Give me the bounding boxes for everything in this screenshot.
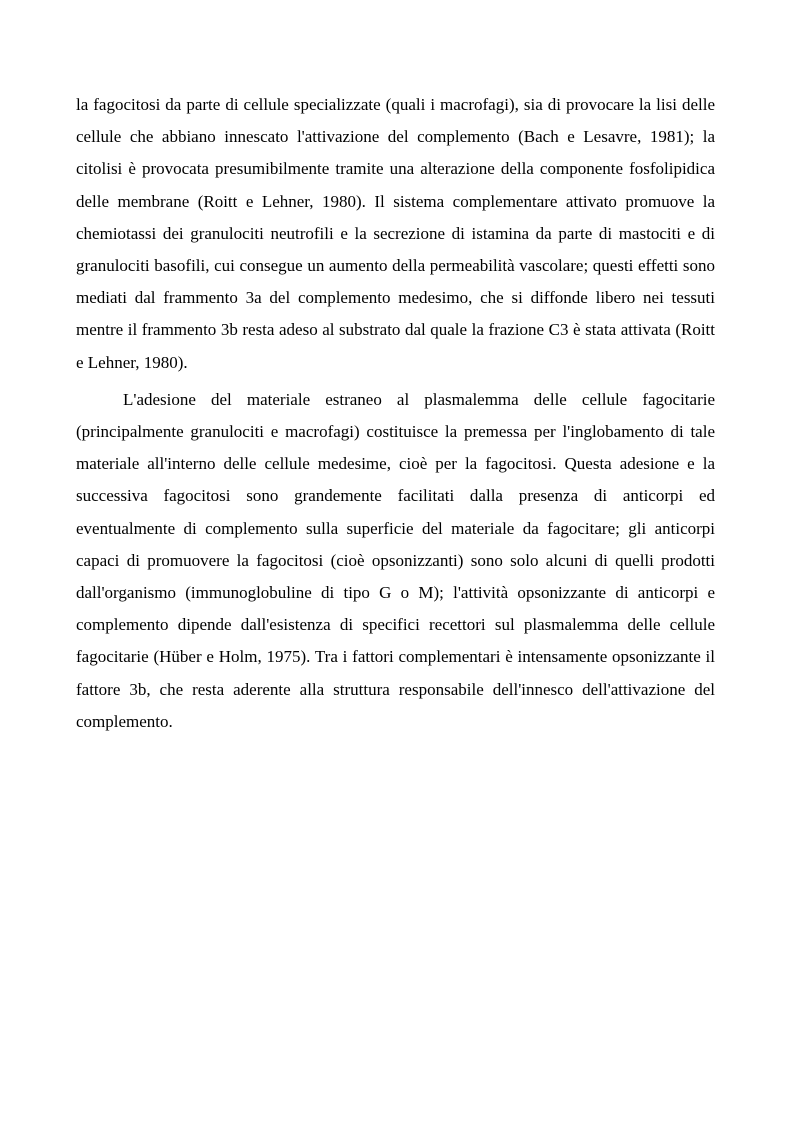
paragraph-1: la fagocitosi da parte di cellule specializzate (quali i macrofagi), sia di provocare la lisi delle cellule che abbiano innescato l'attivazione del complemento (Bach e Lesavre, 1981); la citolisi è provocata presumibilmente tramite una alterazione della componente fosfolipidica delle membrane (Roitt e Lehner, 1980). Il sistema complementare attivato promuove la chemiotassi dei granulociti neutrofili e la secrezione di istamina da parte di mastociti e di granulociti basofili, cui consegue un aumento della permeabilità vascolare; questi effetti sono mediati dal frammento 3a del complemento medesimo, che si diffonde libero nei tessuti mentre il frammento 3b resta adeso al substrato dal quale la frazione C3 è stata attivata (Roitt e Lehner, 1980). [76,95,715,372]
document-body [76,89,715,738]
paragraph-2: L'adesione del materiale estraneo al plasmalemma delle cellule fagocitarie (principalmente granulociti e macrofagi) costituisce la premessa per l'inglobamento di tale materiale all'interno delle cellule medesime, cioè per la fagocitosi. Questa adesione e la successiva fagocitosi sono grandemente facilitati dalla presenza di anticorpi ed eventualmente di complemento sulla superficie del materiale da fagocitare; gli anticorpi capaci di promuovere la fagocitosi (cioè opsonizzanti) sono solo alcuni di quelli prodotti dall'organismo (immunoglobuline di tipo G o M); l'attività opsonizzante di anticorpi e complemento dipende dall'esistenza di specifici recettori sul plasmalemma delle cellule fagocitarie (Hüber e Holm, 1975). Tra i fattori complementari è intensamente opsonizzante il fattore 3b, che resta aderente alla struttura responsabile dell'innesco dell'attivazione del complemento. [76,389,715,731]
